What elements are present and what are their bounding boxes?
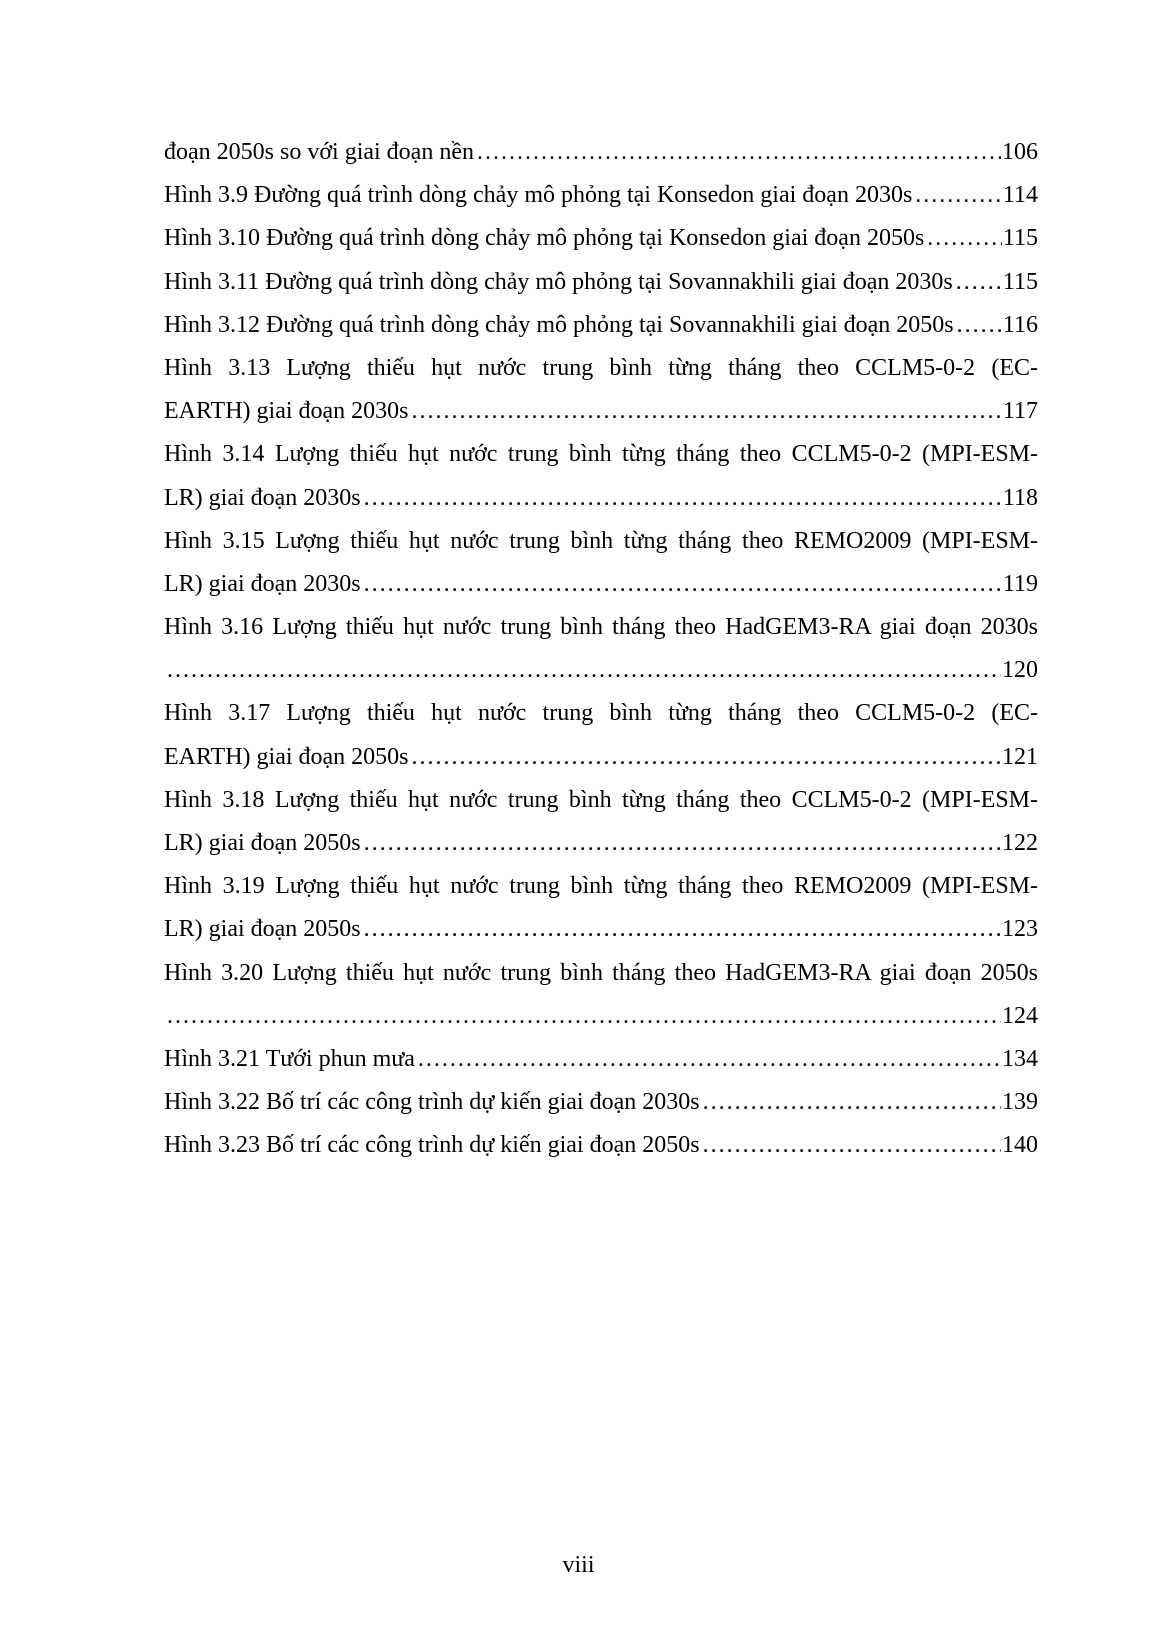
toc-entry-text: Hình 3.21 Tưới phun mưa [164, 1045, 415, 1072]
toc-entry-text: Hình 3.20 Lượng thiếu hụt nước trung bình tháng theo HadGEM3-RA giai đoạn 2050s [164, 959, 1038, 986]
toc-entry-text: LR) giai đoạn 2030s [164, 484, 361, 511]
toc-line[interactable] [164, 865, 1038, 908]
table-of-figures [164, 131, 1038, 1168]
toc-entry-text: LR) giai đoạn 2050s [164, 830, 361, 856]
dot-leader [915, 174, 1002, 217]
toc-page-number: 114 [1002, 182, 1038, 209]
toc-page-number: 117 [1002, 398, 1038, 425]
toc-page-number: 134 [1002, 1045, 1038, 1072]
toc-page-number: 122 [1002, 830, 1038, 856]
toc-line[interactable] [164, 477, 1038, 520]
toc-entry-text: Hình 3.13 Lượng thiếu hụt nước trung bình từng tháng theo CCLM5-0-2 (EC- [164, 354, 1038, 381]
dot-leader [703, 1081, 1001, 1124]
dot-leader [927, 217, 1002, 260]
toc-page-number: 123 [1002, 916, 1038, 943]
toc-line[interactable] [164, 779, 1038, 822]
toc-entry-text: Hình 3.19 Lượng thiếu hụt nước trung bình từng tháng theo REMO2009 (MPI-ESM- [164, 873, 1038, 900]
toc-page-number: 115 [1002, 268, 1038, 295]
toc-line[interactable] [164, 520, 1038, 563]
toc-line[interactable] [164, 347, 1038, 390]
toc-line[interactable] [164, 433, 1038, 476]
toc-page-number: 118 [1002, 484, 1038, 511]
toc-entry-text: Hình 3.11 Đường quá trình dòng chảy mô phỏng tại Sovannakhili giai đoạn 2030s [164, 268, 953, 295]
dot-leader [412, 736, 1001, 779]
toc-line[interactable] [164, 304, 1038, 347]
dot-leader [167, 649, 1001, 692]
toc-line[interactable] [164, 908, 1038, 951]
toc-entry-text: LR) giai đoạn 2050s [164, 916, 361, 943]
toc-line[interactable] [164, 390, 1038, 433]
toc-line[interactable] [164, 261, 1038, 304]
dot-leader [167, 995, 1001, 1038]
toc-line[interactable] [164, 217, 1038, 260]
toc-line[interactable] [164, 952, 1038, 995]
toc-page-number: 139 [1002, 1089, 1038, 1116]
toc-line[interactable] [164, 736, 1038, 779]
toc-line[interactable] [164, 1124, 1038, 1167]
toc-entry-text: đoạn 2050s so với giai đoạn nền [164, 139, 474, 165]
toc-line[interactable] [164, 1038, 1038, 1081]
toc-line[interactable] [164, 606, 1038, 649]
toc-line[interactable] [164, 174, 1038, 217]
toc-page-number: 116 [1002, 311, 1038, 338]
toc-line[interactable] [164, 822, 1038, 865]
toc-page-number: 120 [1002, 657, 1038, 684]
toc-entry-text: Hình 3.23 Bố trí các công trình dự kiến giai đoạn 2050s [164, 1132, 700, 1159]
toc-line[interactable] [164, 692, 1038, 735]
toc-entry-text: Hình 3.18 Lượng thiếu hụt nước trung bình từng tháng theo CCLM5-0-2 (MPI-ESM- [164, 786, 1038, 813]
toc-entry-text: Hình 3.10 Đường quá trình dòng chảy mô phỏng tại Konsedon giai đoạn 2050s [164, 225, 925, 252]
toc-entry-text: Hình 3.22 Bố trí các công trình dự kiến giai đoạn 2030s [164, 1089, 700, 1116]
toc-page-number: 140 [1002, 1132, 1038, 1159]
toc-entry-text: Hình 3.12 Đường quá trình dòng chảy mô phỏng tại Sovannakhili giai đoạn 2050s [164, 311, 954, 338]
toc-line[interactable] [164, 563, 1038, 606]
dot-leader [956, 261, 1002, 304]
toc-page-number: 115 [1002, 225, 1038, 252]
toc-entry-text: Hình 3.9 Đường quá trình dòng chảy mô phỏng tại Konsedon giai đoạn 2030s [164, 182, 913, 209]
toc-entry-text: Hình 3.15 Lượng thiếu hụt nước trung bình từng tháng theo REMO2009 (MPI-ESM- [164, 527, 1038, 554]
toc-page-number: 119 [1002, 570, 1038, 597]
dot-leader [364, 477, 1002, 520]
toc-line[interactable] [164, 1081, 1038, 1124]
toc-entry-text: Hình 3.16 Lượng thiếu hụt nước trung bình tháng theo HadGEM3-RA giai đoạn 2030s [164, 614, 1038, 641]
toc-entry-text: Hình 3.14 Lượng thiếu hụt nước trung bình từng tháng theo CCLM5-0-2 (MPI-ESM- [164, 441, 1038, 468]
dot-leader [703, 1124, 1001, 1167]
dot-leader [364, 908, 1001, 951]
toc-entry-text: Hình 3.17 Lượng thiếu hụt nước trung bình từng tháng theo CCLM5-0-2 (EC- [164, 700, 1038, 727]
toc-page-number: 124 [1002, 1002, 1038, 1029]
toc-line[interactable] [164, 649, 1038, 692]
toc-page-number: 106 [1002, 139, 1038, 165]
dot-leader [957, 304, 1002, 347]
page-number: viii [562, 1552, 595, 1578]
toc-entry-text: EARTH) giai đoạn 2030s [164, 398, 409, 425]
dot-leader [412, 390, 1002, 433]
dot-leader [477, 131, 1001, 174]
dot-leader [364, 563, 1002, 606]
toc-line[interactable] [164, 131, 1038, 174]
toc-page-number: 121 [1002, 743, 1038, 770]
toc-line[interactable] [164, 995, 1038, 1038]
toc-entry-text: EARTH) giai đoạn 2050s [164, 743, 409, 770]
dot-leader [418, 1038, 1001, 1081]
toc-entry-text: LR) giai đoạn 2030s [164, 570, 361, 597]
dot-leader [364, 822, 1001, 865]
